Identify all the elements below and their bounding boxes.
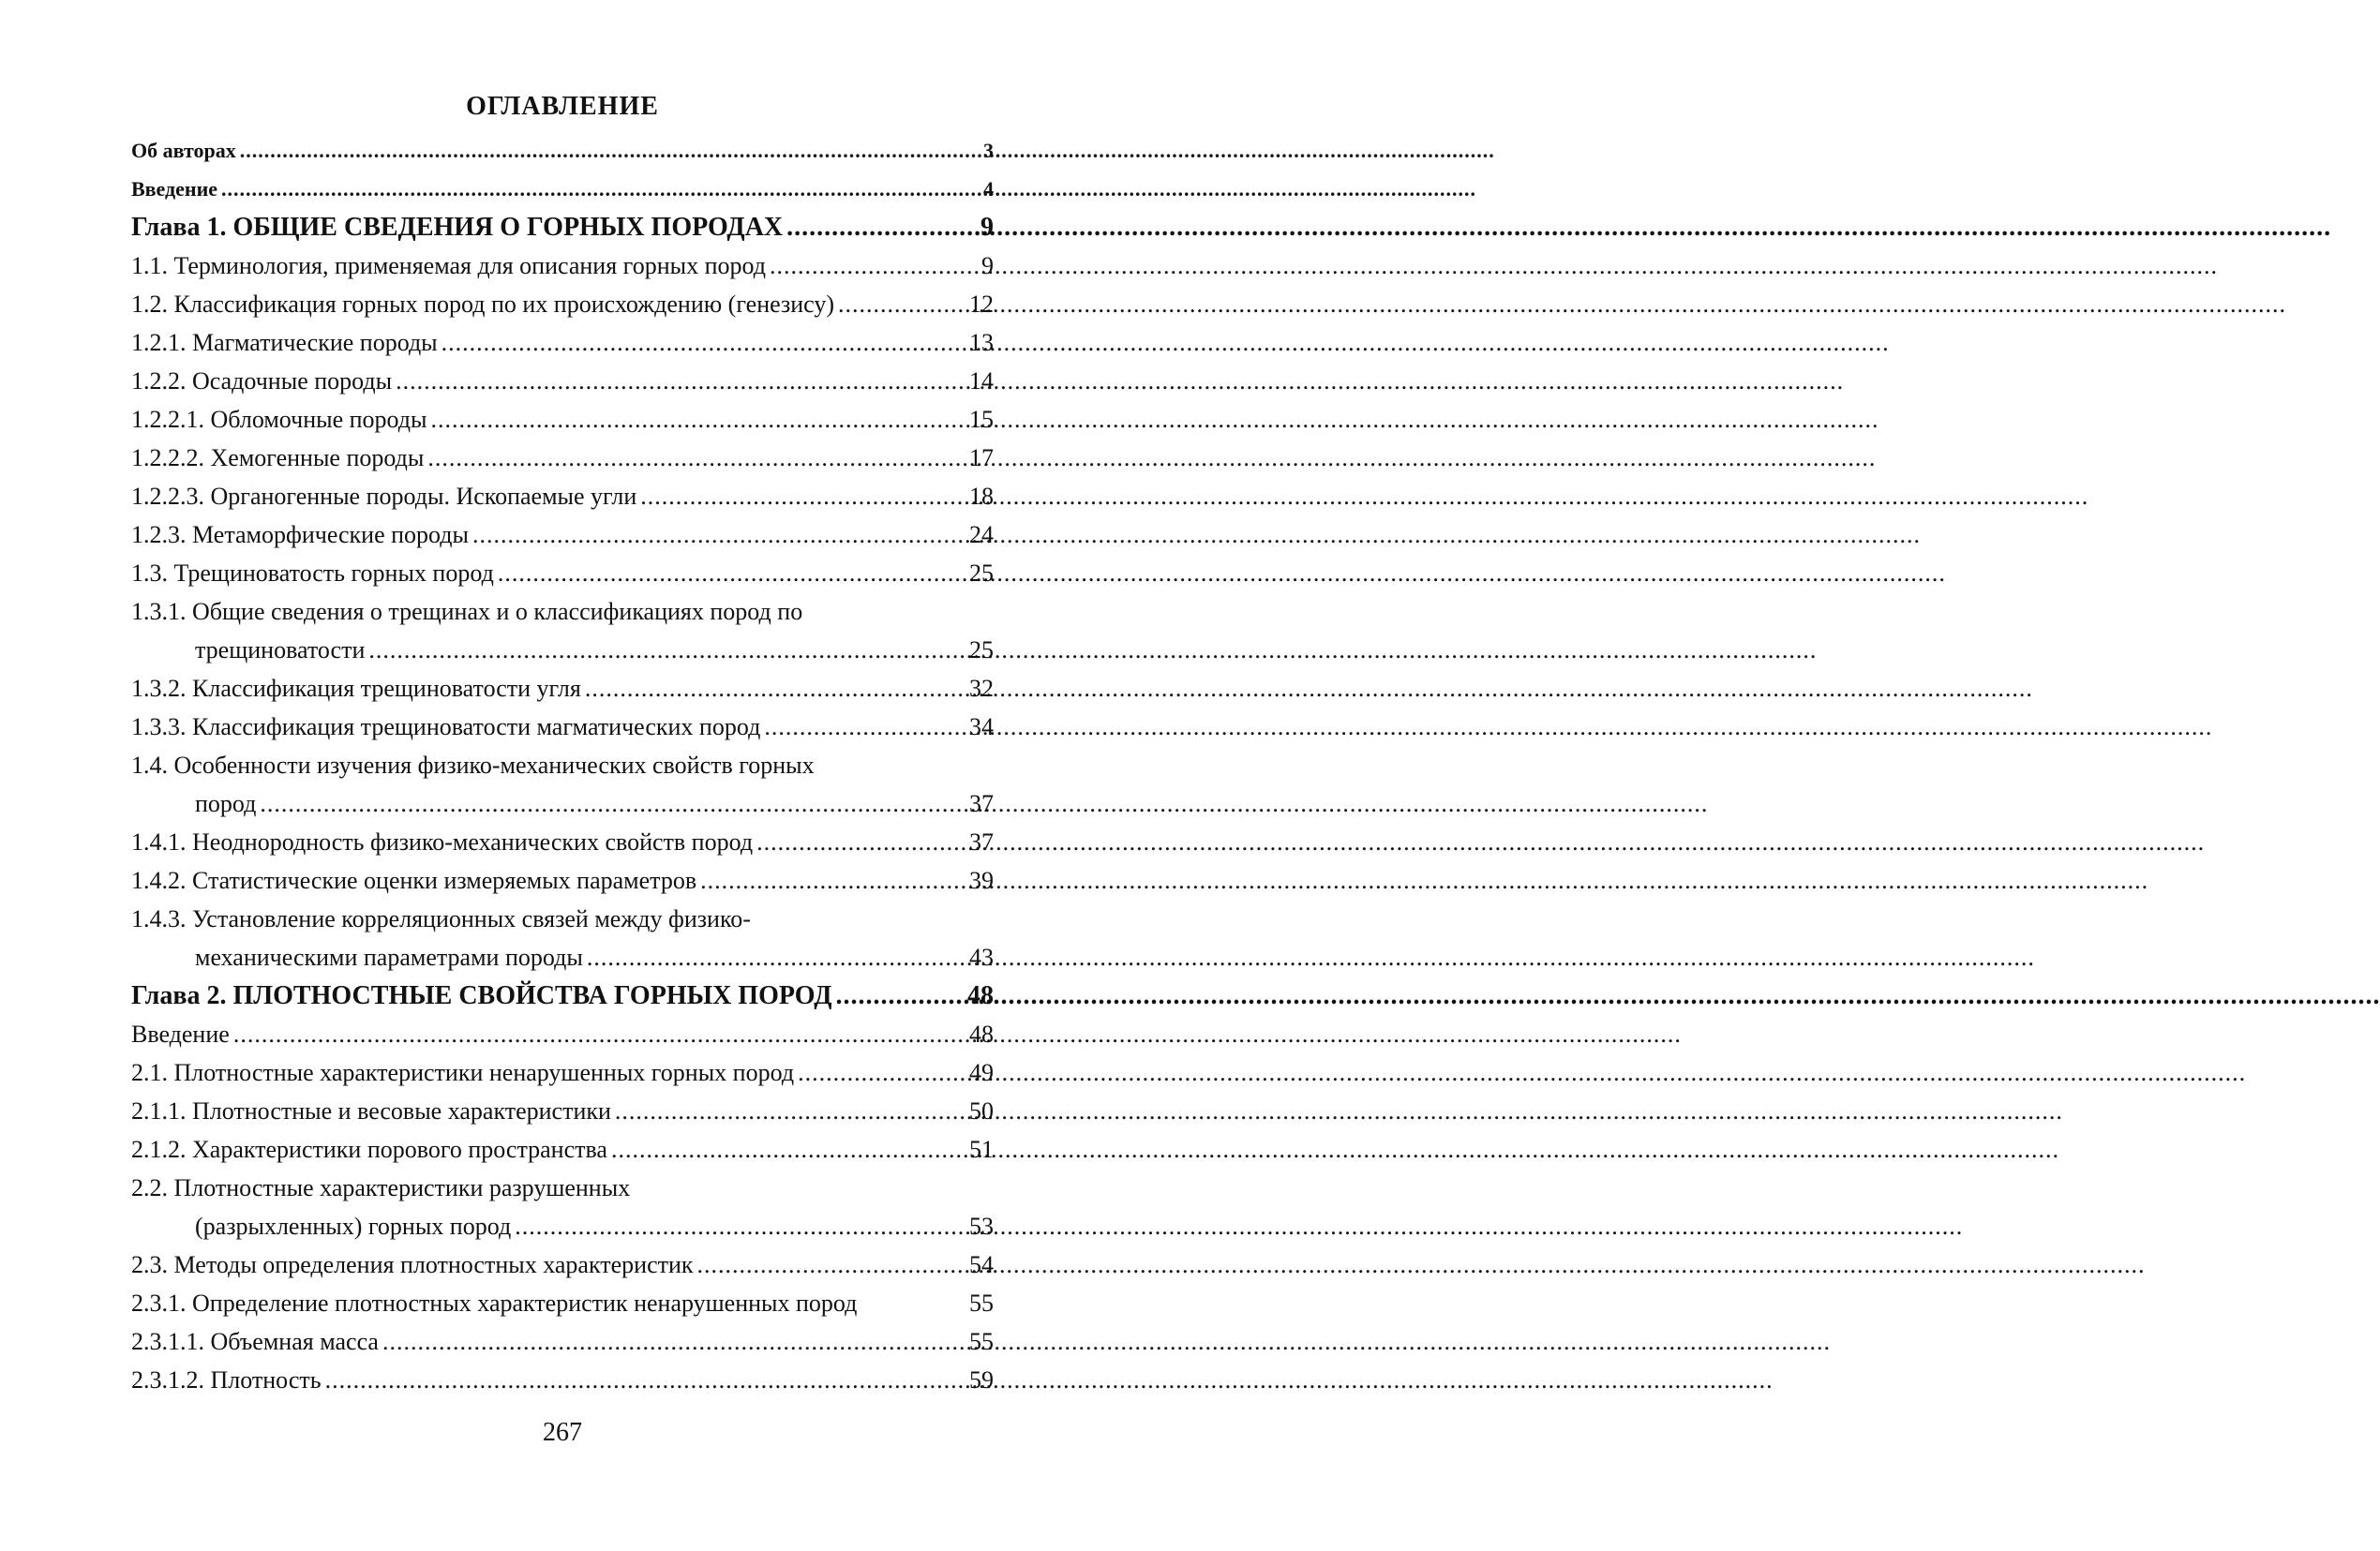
toc-entry [131, 1169, 994, 1207]
toc-entry [131, 170, 994, 208]
toc-entry [131, 669, 994, 708]
toc-entry-page: 3 [983, 139, 994, 162]
toc-entry [131, 900, 994, 938]
toc-entry-title: 1.1. Терминология, применяемая для описания горных пород [131, 252, 766, 279]
toc-entry [131, 977, 994, 1015]
toc-entry-title: 1.2.2. Осадочные породы [131, 367, 393, 395]
toc-entry [131, 938, 994, 977]
dot-leader [770, 246, 965, 285]
dot-leader [472, 515, 965, 554]
toc-entry-page: 48 [969, 1021, 994, 1048]
toc-entry-title: 1.3.3. Классификация трещиноватости магматических пород [131, 713, 761, 740]
toc-entry-title: Введение [131, 177, 218, 201]
toc-entry [131, 1015, 994, 1053]
toc-entry-title: 1.2.2.1. Обломочные породы [131, 406, 427, 433]
dot-leader [240, 131, 965, 170]
dot-leader [640, 477, 965, 515]
table-of-contents [131, 131, 994, 1399]
toc-entry-page: 32 [969, 675, 994, 702]
dot-leader [233, 1015, 965, 1053]
toc-entry-title: Глава 1. ОБЩИЕ СВЕДЕНИЯ О ГОРНЫХ ПОРОДАХ [131, 213, 784, 242]
toc-entry [131, 823, 994, 861]
toc-entry-title: 1.4.1. Неоднородность физико-механических свойств пород [131, 828, 754, 856]
toc-entry-title: 1.2.2.2. Хемогенные породы [131, 444, 425, 471]
toc-entry-title: 2.3. Методы определения плотностных характеристик [131, 1251, 694, 1278]
toc-entry [131, 784, 994, 823]
toc-entry-title: 1.2.2.3. Органогенные породы. Ископаемые угли [131, 483, 637, 510]
toc-entry [131, 631, 994, 669]
dot-leader [442, 323, 965, 362]
toc-entry [131, 323, 994, 362]
toc-entry-title: 1.3.2. Классификация трещиноватости угля [131, 675, 581, 702]
toc-entry-page: 18 [969, 483, 994, 510]
toc-entry-page: 4 [983, 177, 994, 201]
toc-entry-title: Об авторах [131, 139, 236, 162]
dot-leader [611, 1130, 965, 1169]
toc-entry-title: Глава 2. ПЛОТНОСТНЫЕ СВОЙСТВА ГОРНЫХ ПОРОД [131, 981, 832, 1010]
dot-leader [786, 208, 965, 246]
toc-entry-title: Введение [131, 1021, 230, 1048]
toc-entry [131, 746, 994, 784]
toc-entry-title: 2.1.2. Характеристики порового пространства [131, 1136, 607, 1163]
toc-entry-title: 1.4.2. Статистические оценки измеряемых параметров [131, 867, 697, 894]
toc-entry-page: 17 [969, 444, 994, 471]
toc-entry-title: 1.2.1. Магматические породы [131, 329, 438, 356]
toc-entry [131, 708, 994, 746]
toc-entry [131, 592, 994, 631]
toc-entry-page: 25 [969, 636, 994, 664]
toc-entry [131, 1284, 994, 1322]
toc-entry-title: 2.3.1.2. Плотность [131, 1366, 322, 1394]
toc-entry-page: 53 [969, 1213, 994, 1240]
dot-leader [798, 1053, 965, 1092]
dot-leader [260, 784, 965, 823]
dot-leader [838, 285, 965, 323]
page-title: ОГЛАВЛЕНИЕ [466, 92, 659, 121]
toc-entry [131, 362, 994, 400]
toc-entry-title: механическими параметрами породы [195, 944, 583, 971]
toc-entry [131, 1092, 994, 1130]
dot-leader [700, 861, 965, 900]
toc-entry-title: 2.1.1. Плотностные и весовые характеристики [131, 1097, 611, 1125]
toc-entry [131, 208, 994, 246]
toc-entry [131, 1322, 994, 1361]
toc-entry-page: 48 [967, 981, 994, 1010]
toc-entry-title: 2.1. Плотностные характеристики ненарушенных горных пород [131, 1059, 795, 1086]
toc-entry-page: 55 [969, 1290, 994, 1317]
toc-entry-title: 1.4. Особенности изучения физико-механических свойств горных [131, 752, 815, 779]
dot-leader [585, 669, 965, 708]
toc-entry-page: 13 [969, 329, 994, 356]
dot-leader [697, 1245, 965, 1284]
toc-entry-title: 2.3.1. Определение плотностных характеристик ненарушенных пород [131, 1290, 858, 1317]
toc-entry-title: (разрыхленных) горных пород [195, 1213, 512, 1240]
toc-entry-page: 54 [969, 1251, 994, 1278]
toc-entry-title: трещиноватости [195, 636, 366, 664]
toc-entry-page: 51 [969, 1136, 994, 1163]
toc-entry [131, 400, 994, 439]
toc-entry-title: 1.4.3. Установление корреляционных связей между физико- [131, 905, 751, 932]
dot-leader [615, 1092, 965, 1130]
toc-entry [131, 1361, 994, 1399]
dot-leader [396, 362, 965, 400]
dot-leader [382, 1322, 965, 1361]
document-page [0, 0, 1125, 1551]
dot-leader [587, 938, 965, 977]
dot-leader [430, 400, 965, 439]
toc-entry-title: 1.3. Трещиноватость горных пород [131, 559, 494, 587]
page-number: 267 [543, 1418, 582, 1447]
dot-leader [325, 1361, 965, 1399]
toc-entry-page: 14 [969, 367, 994, 395]
toc-entry-page: 37 [969, 790, 994, 817]
toc-entry-page: 34 [969, 713, 994, 740]
toc-entry-page: 9 [980, 213, 994, 242]
toc-entry-page: 12 [969, 291, 994, 318]
toc-entry [131, 477, 994, 515]
toc-entry-page: 24 [969, 521, 994, 548]
toc-entry [131, 1130, 994, 1169]
dot-leader [835, 977, 964, 1015]
dot-leader [498, 554, 965, 592]
toc-entry [131, 285, 994, 323]
dot-leader [427, 439, 965, 477]
toc-entry [131, 1053, 994, 1092]
dot-leader [368, 631, 965, 669]
toc-entry-page: 15 [969, 406, 994, 433]
toc-entry-page: 25 [969, 559, 994, 587]
toc-entry [131, 515, 994, 554]
toc-entry [131, 861, 994, 900]
toc-entry-title: 2.3.1.1. Объемная масса [131, 1328, 379, 1355]
dot-leader [221, 170, 965, 208]
toc-entry-page: 9 [981, 252, 994, 279]
toc-entry-page: 59 [969, 1366, 994, 1394]
toc-entry-title: 1.2. Классификация горных пород по их происхождению (генезису) [131, 291, 835, 318]
toc-entry [131, 439, 994, 477]
toc-entry-page: 37 [969, 828, 994, 856]
toc-entry-page: 50 [969, 1097, 994, 1125]
dot-leader [764, 708, 965, 746]
toc-entry-title: 2.2. Плотностные характеристики разрушенных [131, 1174, 631, 1201]
toc-entry-title: 1.2.3. Метаморфические породы [131, 521, 470, 548]
dot-leader [515, 1207, 965, 1245]
toc-entry-page: 49 [969, 1059, 994, 1086]
toc-entry-page: 55 [969, 1328, 994, 1355]
toc-entry-title: 1.3.1. Общие сведения о трещинах и о классификациях пород по [131, 598, 803, 625]
toc-entry-page: 43 [969, 944, 994, 971]
dot-leader [756, 823, 965, 861]
toc-entry [131, 1245, 994, 1284]
toc-entry [131, 131, 994, 170]
toc-entry-title: пород [195, 790, 257, 817]
toc-entry-page: 39 [969, 867, 994, 894]
toc-entry [131, 246, 994, 285]
toc-entry [131, 554, 994, 592]
toc-entry [131, 1207, 994, 1245]
